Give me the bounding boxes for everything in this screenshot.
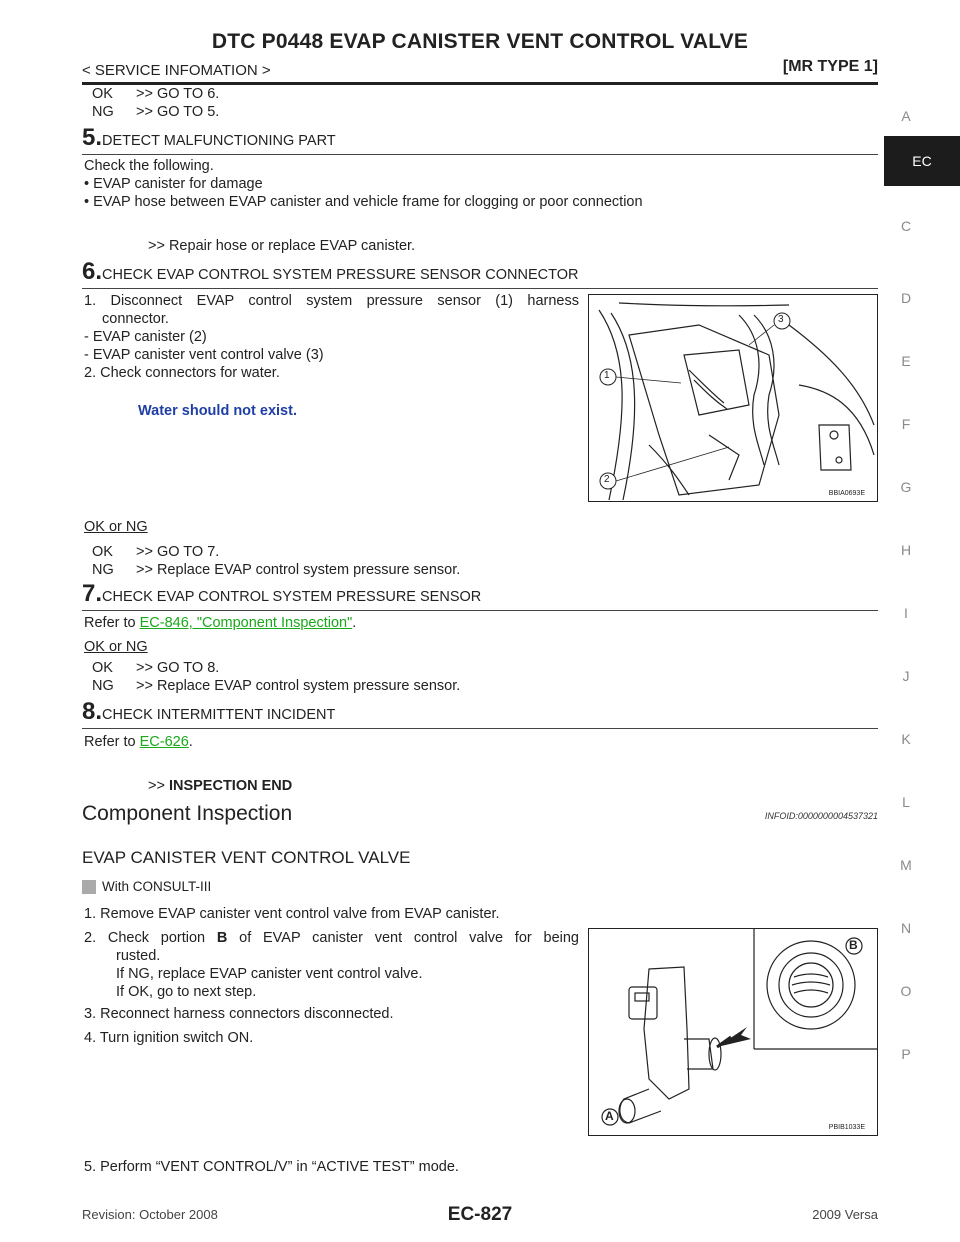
result-prefix: >>	[148, 778, 169, 794]
model-label: [MR TYPE 1]	[782, 58, 878, 75]
step-6-line-4: 2. Check connectors for water.	[84, 365, 280, 381]
step-2-text-c: of EVAP canister vent control valve for being	[239, 930, 579, 946]
step-5-bullet-1: • EVAP canister for damage	[84, 176, 263, 192]
refer-text: Refer to	[84, 615, 140, 631]
step-6-heading	[82, 258, 578, 286]
step-6-okng: OK or NG	[84, 519, 148, 535]
ok-label: OK	[92, 86, 113, 102]
model-year: 2009 Versa	[812, 1207, 878, 1222]
step-8-refer	[84, 733, 193, 751]
step-2-text-d: rusted.	[116, 948, 161, 964]
step-8-result	[148, 777, 292, 795]
step-7-okng: OK or NG	[84, 639, 148, 655]
info-id: INFOID:0000000004537321	[764, 811, 878, 821]
section-tab-o[interactable]: O	[900, 982, 912, 999]
step-number: 7.	[82, 580, 103, 607]
step-6-line-1b: connector.	[102, 311, 169, 327]
step-2-text-e: If NG, replace EVAP canister vent control valve.	[116, 966, 423, 982]
figure-vent-control-valve	[588, 928, 878, 1136]
step-rule	[82, 728, 878, 729]
inspection-end: INSPECTION END	[168, 778, 293, 794]
section-label: < SERVICE INFOMATION >	[82, 62, 271, 79]
step-6-line-3: - EVAP canister vent control valve (3)	[84, 347, 324, 363]
ok-text: >> GO TO 6.	[136, 86, 220, 102]
step-rule	[82, 154, 878, 155]
step-title: DETECT MALFUNCTIONING PART	[102, 133, 336, 149]
ng-label: NG	[92, 562, 114, 578]
ec-626-link[interactable]: EC-626	[139, 734, 189, 750]
consult-note	[82, 879, 211, 894]
component-step-1: 1. Remove EVAP canister vent control valve from EVAP canister.	[84, 906, 500, 922]
portion-b: B	[216, 930, 228, 946]
ok-label: OK	[92, 544, 113, 560]
step-6-line-1: 1. Disconnect EVAP control system pressure sensor (1) harness	[84, 293, 579, 309]
section-tab-ec[interactable]: EC	[884, 136, 960, 186]
component-step-3: 3. Reconnect harness connectors disconnected.	[84, 1006, 394, 1022]
period: .	[188, 734, 193, 750]
ng-label: NG	[92, 678, 114, 694]
ok-label: OK	[92, 660, 113, 676]
step-5-bullet-2: • EVAP hose between EVAP canister and vehicle frame for clogging or poor connection	[84, 194, 643, 210]
page-number: EC-827	[447, 1204, 513, 1225]
step-number: 6.	[82, 258, 103, 285]
figure-evap-canister	[588, 294, 878, 502]
ng-text: >> GO TO 5.	[136, 104, 220, 120]
callout-a: A	[605, 1109, 614, 1123]
step-5-body	[84, 157, 643, 211]
section-tab-g[interactable]: G	[900, 478, 912, 495]
step-7-heading	[82, 580, 481, 608]
step-5-heading	[82, 124, 336, 152]
callout-b: B	[849, 938, 858, 952]
ng-label: NG	[92, 104, 114, 120]
component-inspection-heading: Component Inspection	[82, 802, 293, 825]
ng-text: >> Replace EVAP control system pressure sensor.	[136, 562, 461, 578]
step-6-results	[92, 543, 460, 579]
step-8-heading	[82, 698, 335, 726]
step-title: CHECK EVAP CONTROL SYSTEM PRESSURE SENSOR	[102, 589, 482, 605]
section-tab-j[interactable]: J	[902, 667, 910, 684]
section-tab-d[interactable]: D	[900, 289, 912, 306]
section-tab-i[interactable]: I	[904, 604, 908, 621]
section-tab-l[interactable]: L	[902, 793, 910, 810]
callout-2: 2	[604, 474, 610, 485]
consult-icon	[82, 880, 96, 894]
period: .	[352, 615, 357, 631]
step-6-spec: Water should not exist.	[138, 403, 297, 419]
step-number: 5.	[82, 124, 103, 151]
step-5-result: >> Repair hose or replace EVAP canister.	[148, 238, 416, 254]
step-6-body	[84, 292, 579, 382]
ok-text: >> GO TO 7.	[136, 544, 220, 560]
evap-canister-illustration	[589, 295, 877, 501]
ng-text: >> Replace EVAP control system pressure sensor.	[136, 678, 461, 694]
section-tab-n[interactable]: N	[900, 919, 912, 936]
component-step-4: 4. Turn ignition switch ON.	[84, 1030, 254, 1046]
evap-vent-valve-heading: EVAP CANISTER VENT CONTROL VALVE	[82, 848, 411, 867]
step-number: 8.	[82, 698, 103, 725]
revision-date: Revision: October 2008	[82, 1207, 218, 1222]
figure-id: PBIB1033E	[828, 1124, 865, 1131]
top-results	[92, 85, 219, 121]
step-7-results	[92, 659, 460, 695]
consult-label: With CONSULT-III	[102, 879, 212, 894]
component-step-5: 5. Perform “VENT CONTROL/V” in “ACTIVE TEST” mode.	[84, 1159, 459, 1175]
section-tab-h[interactable]: H	[900, 541, 912, 558]
figure-id: BBIA0693E	[828, 490, 865, 497]
step-2-text-f: If OK, go to next step.	[116, 984, 257, 1000]
step-rule	[82, 288, 878, 289]
section-tab-p[interactable]: P	[901, 1045, 911, 1062]
section-tab-m[interactable]: M	[900, 856, 912, 873]
section-tabs	[884, 96, 944, 1085]
page-title: DTC P0448 EVAP CANISTER VENT CONTROL VALVE	[211, 30, 749, 53]
step-2-text-a: 2. Check portion	[84, 930, 206, 946]
step-5-intro: Check the following.	[84, 158, 214, 174]
step-rule	[82, 610, 878, 611]
ok-text: >> GO TO 8.	[136, 660, 220, 676]
step-7-refer	[84, 614, 356, 632]
section-tab-k[interactable]: K	[901, 730, 911, 747]
step-title: CHECK EVAP CONTROL SYSTEM PRESSURE SENSOR CONNECTOR	[102, 267, 579, 283]
refer-text: Refer to	[84, 734, 140, 750]
section-tab-e[interactable]: E	[901, 352, 911, 369]
callout-1: 1	[604, 370, 610, 381]
component-inspection-link[interactable]: EC-846, "Component Inspection"	[139, 615, 353, 631]
component-step-2	[84, 929, 579, 1001]
section-tab-c[interactable]: C	[900, 218, 912, 234]
section-tab-f[interactable]: F	[901, 415, 911, 432]
step-title: CHECK INTERMITTENT INCIDENT	[102, 707, 336, 723]
vent-control-valve-illustration	[589, 929, 877, 1135]
callout-3: 3	[778, 314, 784, 325]
section-tab-a[interactable]: A	[901, 108, 911, 124]
step-6-line-2: - EVAP canister (2)	[84, 329, 207, 345]
